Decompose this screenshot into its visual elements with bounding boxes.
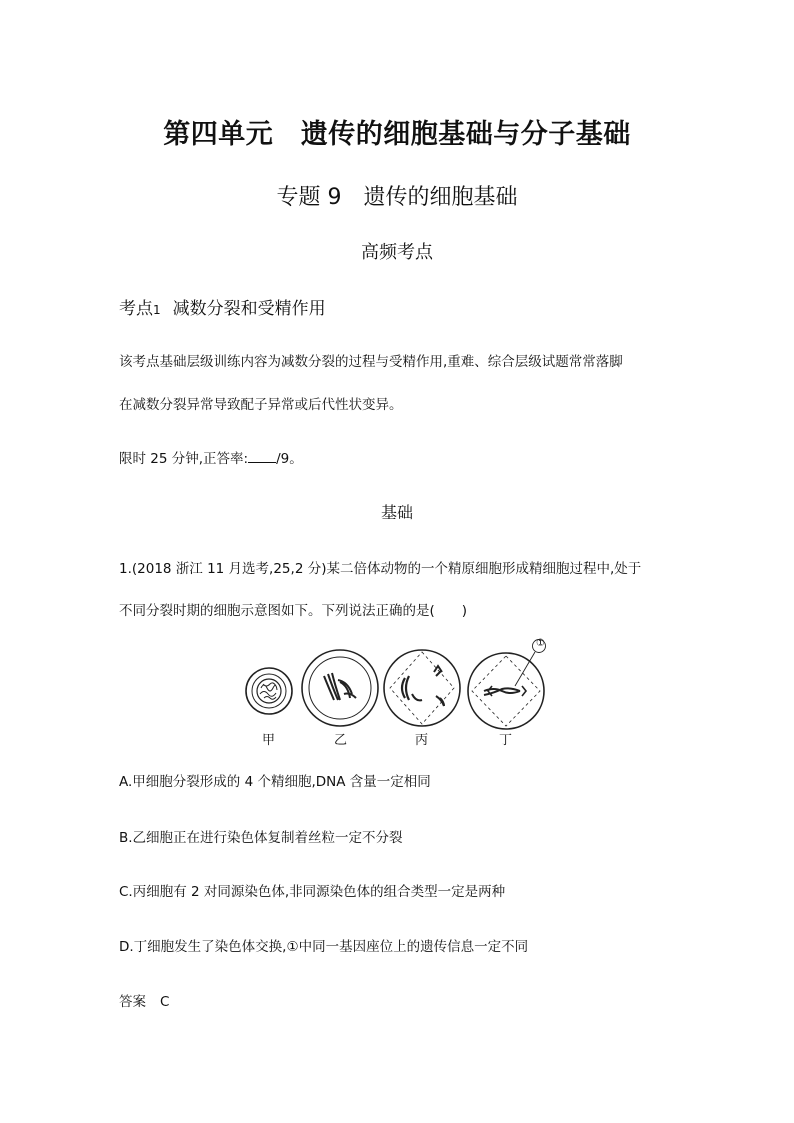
cell-yi [302,650,378,726]
kaodian-number: 1 [153,303,161,317]
figure-label-ding: 丁 [499,733,513,748]
figure-label-jia: 甲 [262,733,276,748]
option-d: D.丁细胞发生了染色体交换,①中同一基因座位上的遗传信息一定不同 [119,939,529,955]
answer-rate-blank [248,450,276,463]
figure-label-yi: 乙 [334,733,348,748]
marker-circled-one: ① [536,638,545,649]
intro-line-2: 在减数分裂异常导致配子异常或后代性状变异。 [119,397,403,413]
option-c: C.丙细胞有 2 对同源染色体,非同源染色体的组合类型一定是两种 [119,884,506,900]
time-limit [119,447,303,467]
question-line-2: 不同分裂时期的细胞示意图如下。下列说法正确的是( ) [119,603,468,619]
topic-title: 专题 9 遗传的细胞基础 [276,185,518,210]
kaodian-label: 考点 [119,299,153,319]
kaodian-name: 减数分裂和受精作用 [172,299,326,319]
cell-division-figure [240,636,550,752]
time-limit-suffix: /9。 [276,451,303,467]
figure-label-bing: 丙 [415,733,429,748]
basis-heading: 基础 [380,503,413,522]
answer-value: C [160,994,170,1010]
answer [119,990,169,1010]
kaodian-heading [119,294,326,319]
unit-title: 第四单元 遗传的细胞基础与分子基础 [163,119,631,150]
option-b: B.乙细胞正在进行染色体复制着丝粒一定不分裂 [119,830,403,846]
cell-bing [384,650,460,726]
time-limit-prefix: 限时 25 分钟,正答率: [119,451,249,467]
question-line-1: 1.(2018 浙江 11 月选考,25,2 分)某二倍体动物的一个精原细胞形成精细胞过程中,处于 [119,561,642,577]
cell-ding [468,640,546,730]
cell-jia [246,668,292,714]
option-a: A.甲细胞分裂形成的 4 个精细胞,DNA 含量一定相同 [119,774,431,790]
intro-line-1: 该考点基础层级训练内容为减数分裂的过程与受精作用,重难、综合层级试题常常落脚 [119,354,623,370]
section-title: 高频考点 [361,242,433,263]
answer-label: 答案 [119,994,146,1010]
